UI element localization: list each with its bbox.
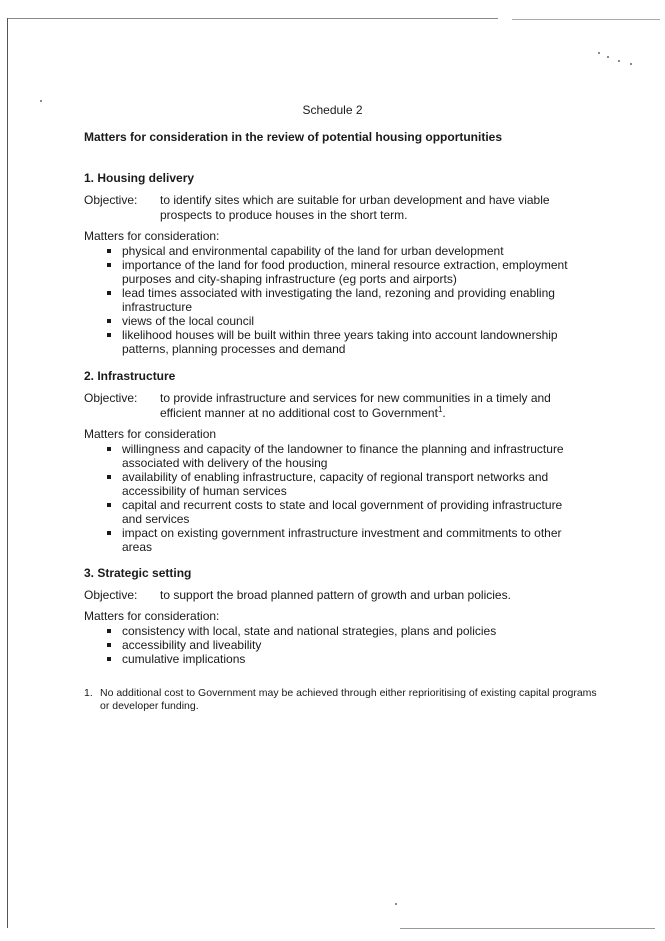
matters-label: Matters for consideration — [84, 427, 217, 441]
matters-label: Matters for consideration: — [84, 229, 220, 243]
objective-label: Objective: — [84, 588, 138, 602]
objective-row — [84, 588, 584, 603]
scan-edge — [512, 19, 660, 20]
section-heading: 2. Infrastructure — [84, 369, 176, 383]
footnote-number: 1. — [84, 687, 93, 699]
section-strategic-setting — [84, 566, 584, 666]
section-heading: 1. Housing delivery — [84, 171, 195, 185]
objective-row — [84, 193, 584, 223]
list-item: willingness and capacity of the landowner to finance the planning and infrastructure associated with delivery of the housing — [106, 442, 582, 470]
scan-edge — [400, 928, 655, 929]
list-item: consistency with local, state and national strategies, plans and policies — [106, 624, 582, 638]
objective-text: to support the broad planned pattern of growth and urban policies. — [160, 588, 511, 602]
list-item: lead times associated with investigating the land, rezoning and providing enabling infrastructure — [106, 286, 582, 314]
list-item: likelihood houses will be built within three years taking into account landownership patterns, planning processes and demand — [106, 328, 582, 356]
scan-speck — [630, 63, 632, 65]
scan-speck — [618, 60, 620, 62]
footnote — [84, 687, 604, 713]
schedule-label: Schedule 2 — [302, 103, 363, 117]
matters-label: Matters for consideration: — [84, 609, 220, 623]
objective-label: Objective: — [84, 391, 138, 405]
scan-speck — [598, 52, 600, 54]
list-item: cumulative implications — [106, 652, 582, 666]
list-item: importance of the land for food production, mineral resource extraction, employment purposes and city-shaping infrastructure (eg ports and airports) — [106, 258, 582, 286]
objective-text: to provide infrastructure and services for new communities in a timely and efficient manner at no additional cost to Government — [160, 391, 551, 420]
footnote-ref: 1 — [437, 405, 443, 414]
list-item: impact on existing government infrastructure investment and commitments to other areas — [106, 526, 582, 554]
matters-list — [84, 244, 584, 356]
matters-list — [84, 624, 584, 666]
matters-list — [84, 442, 584, 554]
scan-speck — [40, 100, 42, 102]
scan-speck — [395, 903, 397, 905]
scan-edge — [7, 18, 8, 928]
section-infrastructure — [84, 369, 584, 554]
objective-label: Objective: — [84, 193, 138, 207]
document-title: Matters for consideration in the review of potential housing opportunities — [84, 130, 503, 144]
scan-edge — [8, 18, 498, 19]
list-item: views of the local council — [106, 314, 582, 328]
list-item: availability of enabling infrastructure, capacity of regional transport networks and accessibility of human services — [106, 470, 582, 498]
objective-text-end: . — [442, 406, 446, 420]
scan-speck — [607, 56, 609, 58]
section-heading: 3. Strategic setting — [84, 566, 192, 580]
objective-text: to identify sites which are suitable for urban development and have viable prospects to produce houses in the short term. — [160, 193, 550, 222]
list-item: capital and recurrent costs to state and local government of providing infrastructure and services — [106, 498, 582, 526]
objective-text-wrapper — [160, 391, 560, 421]
list-item: physical and environmental capability of the land for urban development — [106, 244, 582, 258]
list-item: accessibility and liveability — [106, 638, 582, 652]
objective-row — [84, 391, 584, 421]
section-housing-delivery — [84, 171, 584, 356]
footnote-text: No additional cost to Government may be achieved through either reprioritising of existing capital programs or developer funding. — [100, 687, 597, 712]
